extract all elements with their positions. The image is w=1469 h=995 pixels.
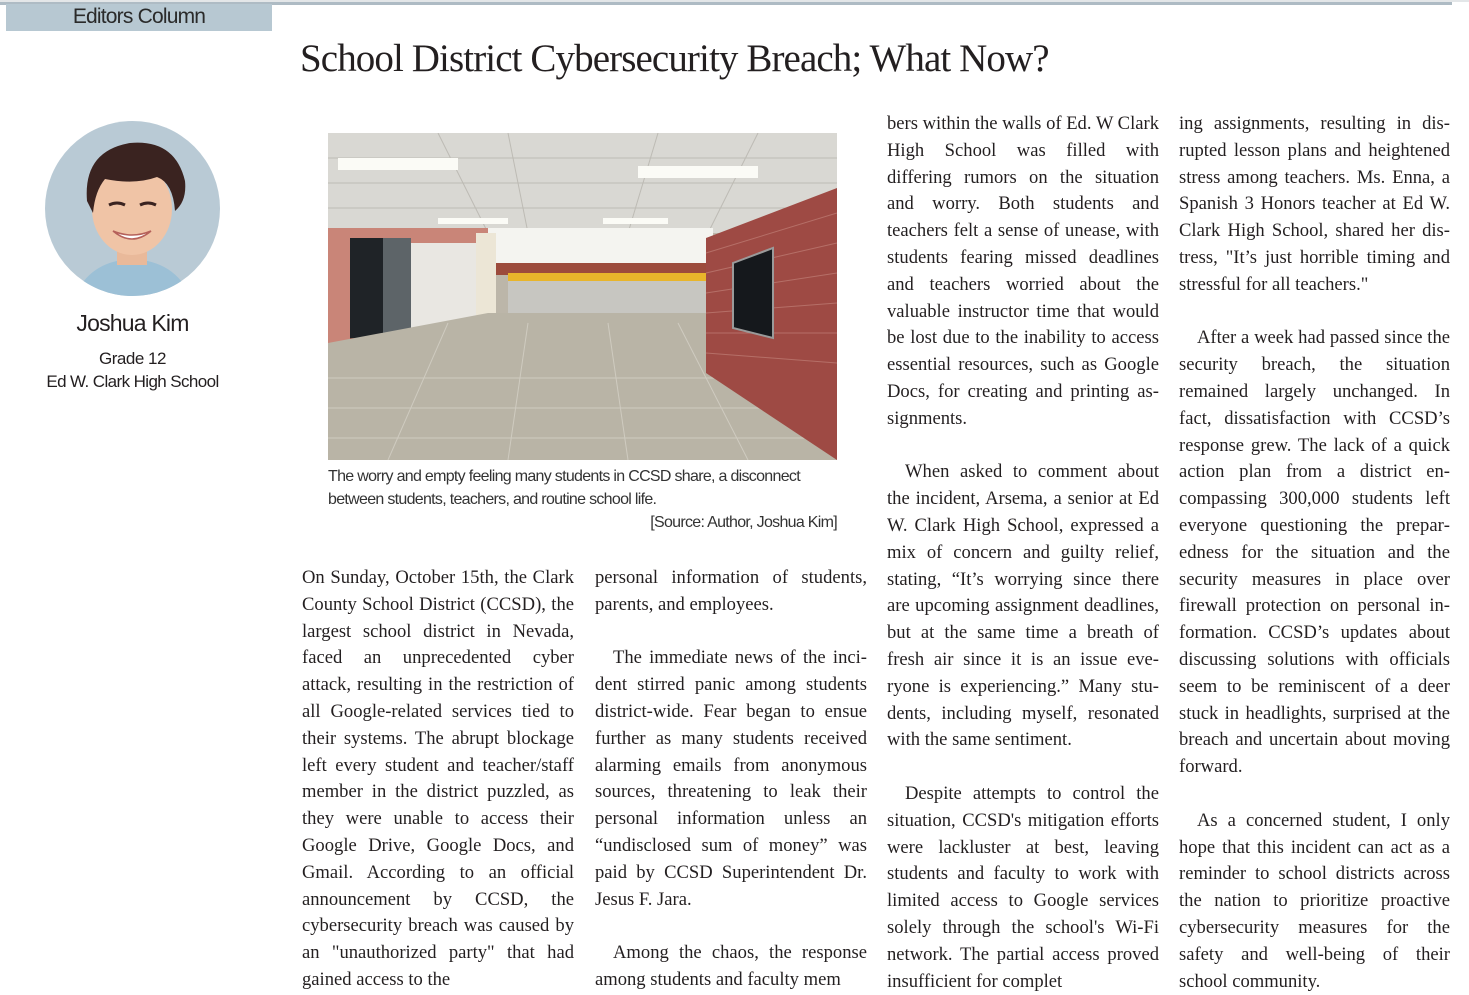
author-name: Joshua Kim [76, 310, 189, 336]
paragraph: As a concerned student, I only hope that this incident can act as a reminder to school districts across the nation to prioritize proactive cybersecurity measures for the safety and well-being of their school community. [1179, 809, 1450, 992]
paragraph: On Sunday, October 15th, the Clark County School District (CCSD), the largest school district in Nevada, faced an unprecedented cyber attack, resulting in the restriction of all Google-related services tied to their systems. The abrupt blockage left every student and teacher/staff member in the district puzzled, as they were unable to access their Google Drive, Google Docs, and Gmail. According to an official announcement by CCSD, the cybersecurity breach was caused by an "unauthorized party" that had gained access to the [302, 567, 574, 990]
photo-caption: The worry and empty feeling many students in CCSD share, a disconnect between students, teachers, and routine school life. [328, 468, 800, 508]
paragraph: ing assignments, resulting in disrupted lesson plans and heightened stress among teachers. Ms. Enna, a Spanish 3 Honors teacher at Ed W. Clark High School, shared her distress, "It’s just horrible timing and stressful for all teachers." [1179, 113, 1450, 295]
paragraph: bers within the walls of Ed. W Clark High School was filled with differing rumors on the situation and worry. Both students and teachers felt a sense of unease, with students fearing missed deadlines and teachers worried about the valuable instructor time that would be lost due to the inability to access essential resources, such as Google Docs, for creating and printing assignments. [887, 113, 1159, 429]
author-grade: Grade 12 [99, 349, 166, 368]
photo-caption-block [328, 465, 837, 534]
paragraph: Despite attempts to control the situation, CCSD's mitigation efforts were lackluster at best, leaving students and faculty to work with limited access to Google services solely through the school's Wi-Fi network. The partial access proved insufficient for complet [887, 782, 1159, 992]
author-avatar [45, 121, 220, 296]
article-column-3 [887, 111, 1159, 995]
article-column-2 [595, 565, 867, 994]
photo-source: [Source: Author, Joshua Kim] [650, 514, 837, 531]
section-tag: Editors Column [6, 4, 272, 31]
author-box [0, 118, 265, 393]
author-school: Ed W. Clark High School [46, 372, 219, 391]
article-headline: School District Cybersecurity Breach; What Now? [300, 37, 1049, 80]
article-column-4 [1179, 111, 1450, 995]
paragraph: The immediate news of the incident stirred panic among students district-wide. Fear began to ensue further as many students received alarming emails from anonymous sources, threatening to leak their personal information unless an “undisclosed sum of money” was paid by CCSD Superintendent Dr. Jesus F. Jara. [595, 647, 867, 910]
hallway-photo-icon [328, 133, 837, 460]
article-column-1 [302, 565, 574, 994]
paragraph: When asked to comment about the incident, Arsema, a senior at Ed W. Clark High School, expressed a mix of concern and guilty relief, stating, “It’s worrying since there are upcoming assignment deadlines, but at the same time a breath of fresh air since it is an issue everyone is experiencing.” Many students, including myself, resonated with the same sentiment. [887, 461, 1159, 751]
paragraph: After a week had passed since the security breach, the situation remained largely unchanged. In fact, dissatisfaction with CCSD’s response grew. The lack of a quick action plan from a district encompassing 300,000 students left everyone questioning the preparedness for the situation and the security measures in place over firewall protection on personal information. CCSD’s updates about discussing solutions with officials seem to be reminiscent of a deer stuck in headlights, surprised at the breach and uncertain about moving forward. [1179, 327, 1450, 778]
author-portrait-icon [45, 121, 220, 296]
paragraph: personal information of students, parents, and employees. [595, 567, 867, 615]
paragraph: Among the chaos, the response among students and faculty mem [595, 942, 867, 990]
article-photo [328, 133, 837, 460]
